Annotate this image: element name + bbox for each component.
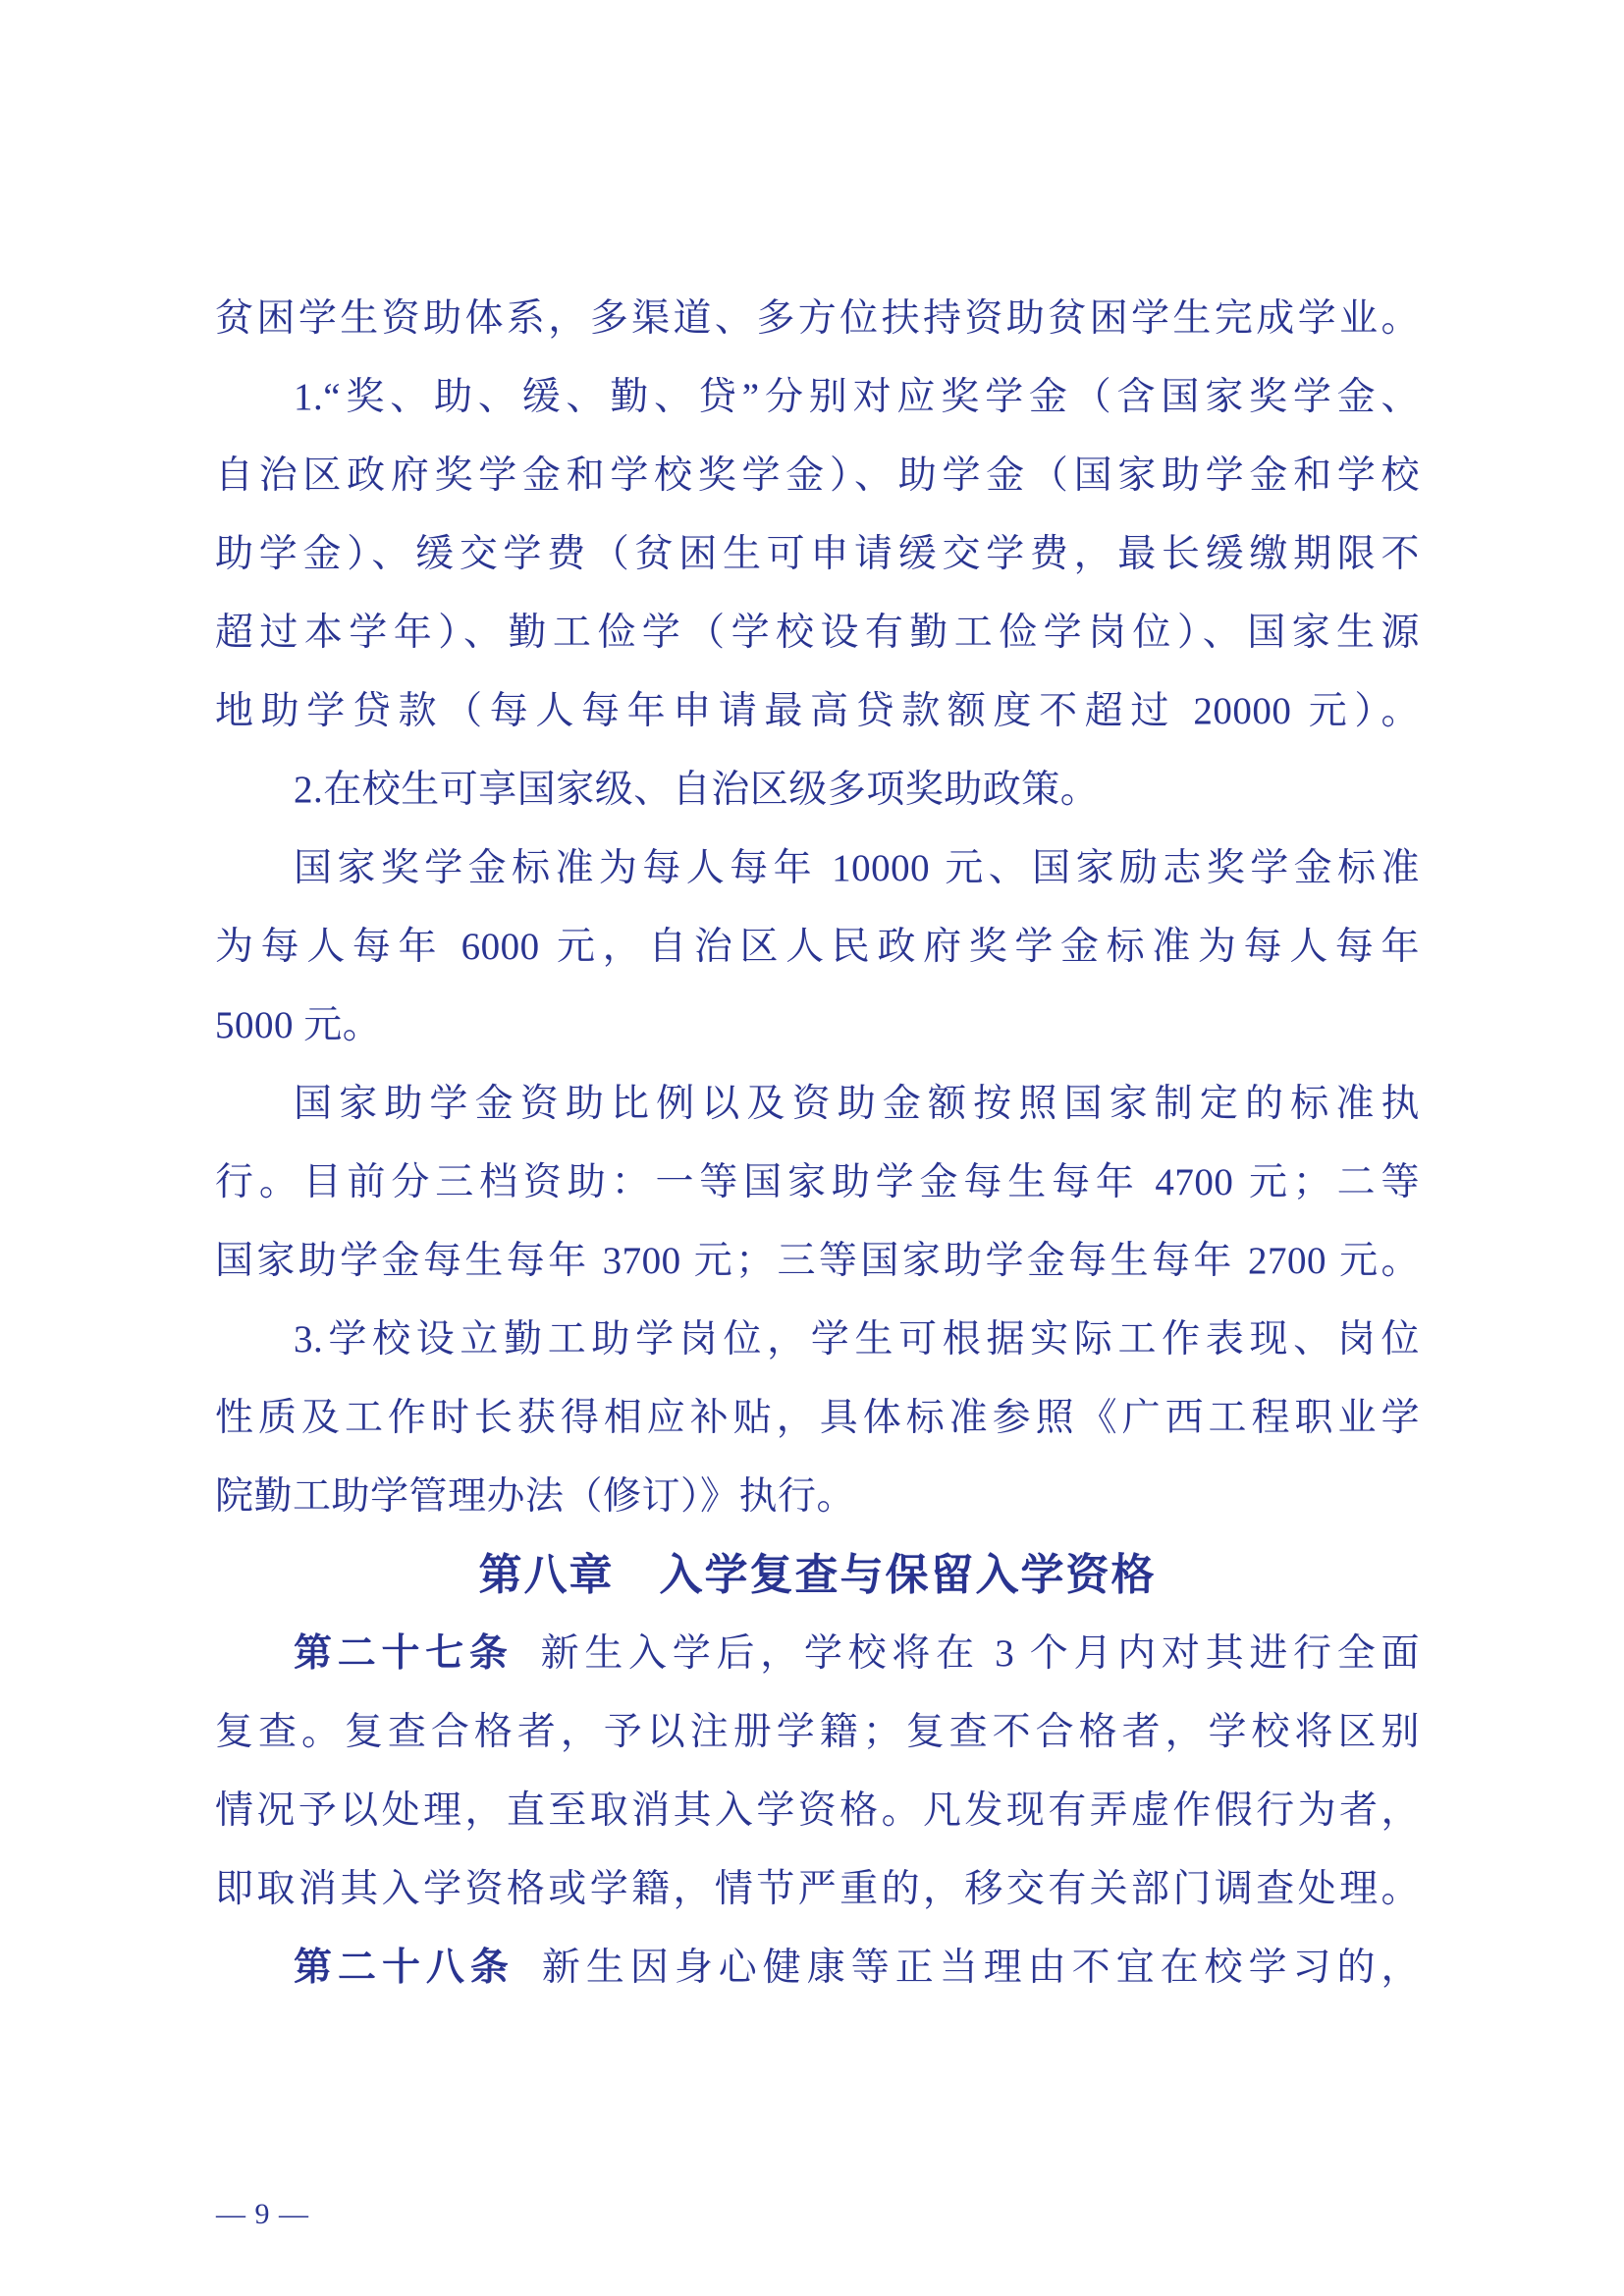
text-line: 2.在校生可享国家级、自治区级多项奖助政策。 xyxy=(294,769,1100,811)
text-line: 即取消其入学资格或学籍，情节严重的，移交有关部门调查处理。 xyxy=(215,1868,1420,1910)
text-line: 国家奖学金标准为每人每年 10000 元、国家励志奖学金标准 xyxy=(294,847,1420,889)
text-line: 复查。复查合格者，予以注册学籍；复查不合格者，学校将区别 xyxy=(215,1711,1420,1753)
text-line: 院勤工助学管理办法（修订）》执行。 xyxy=(215,1475,856,1518)
text-line: 国家助学金每生每年 3700 元；三等国家助学金每生每年 2700 元。 xyxy=(215,1240,1420,1282)
text-line-article-27 xyxy=(215,1615,1420,1693)
page-number: — 9 — xyxy=(216,2198,309,2230)
text-line: 自治区政府奖学金和学校奖学金）、助学金（国家助学金和学校 xyxy=(215,454,1420,497)
text-line: 情况予以处理，直至取消其入学资格。凡发现有弄虚作假行为者， xyxy=(215,1789,1420,1832)
article-27-text: 新生入学后，学校将在 3 个月内对其进行全面 xyxy=(540,1632,1420,1675)
text-line: 行。目前分三档资助：一等国家助学金每生每年 4700 元；二等 xyxy=(215,1161,1420,1203)
text-line: 助学金）、缓交学费（贫困生可申请缓交学费，最长缓缴期限不 xyxy=(215,533,1420,575)
text-line: 1.“奖、助、缓、勤、贷”分别对应奖学金（含国家奖学金、 xyxy=(294,376,1420,418)
text-line: 贫困学生资助体系，多渠道、多方位扶持资助贫困学生完成学业。 xyxy=(215,297,1420,340)
article-28-text: 新生因身心健康等正当理由不宜在校学习的， xyxy=(541,1947,1420,1989)
chapter-heading: 第八章 入学复查与保留入学资格 xyxy=(478,1551,1157,1599)
text-line: 为每人每年 6000 元，自治区人民政府奖学金标准为每人每年 xyxy=(215,926,1420,968)
text-line-article-28 xyxy=(215,1929,1420,2007)
text-line: 超过本学年）、勤工俭学（学校设有勤工俭学岗位）、国家生源 xyxy=(215,612,1420,654)
text-line: 性质及工作时长获得相应补贴，具体标准参照《广西工程职业学 xyxy=(215,1397,1420,1439)
text-line: 5000 元。 xyxy=(215,1004,382,1046)
article-27-label: 第二十七条 xyxy=(294,1632,514,1675)
document-text-block xyxy=(215,280,1420,2007)
article-28-label: 第二十八条 xyxy=(294,1947,514,1989)
text-line: 国家助学金资助比例以及资助金额按照国家制定的标准执 xyxy=(294,1083,1420,1125)
text-line: 3.学校设立勤工助学岗位，学生可根据实际工作表现、岗位 xyxy=(294,1318,1420,1361)
text-line: 地助学贷款（每人每年申请最高贷款额度不超过 20000 元）。 xyxy=(215,690,1420,732)
